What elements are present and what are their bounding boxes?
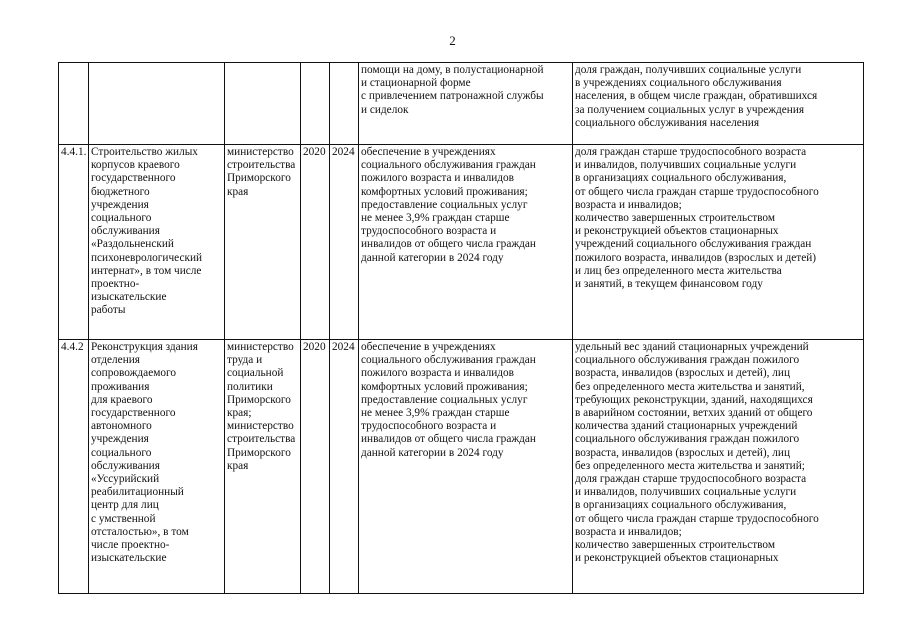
table-row	[59, 340, 864, 594]
measure-name-cell	[89, 63, 225, 145]
measure-name-cell: Строительство жилых корпусов краевого государственного бюджетного учреждения социального обслуживания «Раздольненский психоневрологический интернат», в том числе проектно- изыскательские работы	[89, 145, 225, 340]
executor-cell: министерство труда и социальной политики Приморского края; министерство строительства Приморского края	[225, 340, 301, 594]
executor-cell: министерство строительства Приморского края	[225, 145, 301, 340]
indicator-cell: доля граждан старше трудоспособного возраста и инвалидов, получивших социальные услуги в организациях социального обслуживания, от общего числа граждан старше трудоспособного возраста и инвалидов; количество завершенных строительством и реконструкцией объектов стационарных учреждений социального обслуживания граждан пожилого возраста, инвалидов (взрослых и детей) и лиц без определенного места жительства и занятий, в текущем финансовом году	[573, 145, 864, 340]
start-year-cell: 2020	[301, 145, 330, 340]
page-number: 2	[449, 33, 456, 48]
program-table	[58, 62, 864, 594]
end-year-cell: 2024	[330, 145, 359, 340]
expected-result-cell: обеспечение в учреждениях социального обслуживания граждан пожилого возраста и инвалидов комфортных условий проживания; предоставление социальных услуг не менее 3,9% граждан старше трудоспособного возраста и инвалидов от общего числа граждан данной категории в 2024 году	[359, 340, 573, 594]
end-year-cell	[330, 63, 359, 145]
start-year-cell: 2020	[301, 340, 330, 594]
executor-cell	[225, 63, 301, 145]
row-number-cell: 4.4.2	[59, 340, 89, 594]
indicator-cell: удельный вес зданий стационарных учреждений социального обслуживания граждан пожилого возраста, инвалидов (взрослых и детей), лиц без определенного места жительства и занятий, требующих реконструкции, зданий, находящихся в аварийном состоянии, ветхих зданий от общего количества зданий стационарных учреждений социального обслуживания граждан пожилого возраста, инвалидов (взрослых и детей), лиц без определенного места жительства и занятий; доля граждан старше трудоспособного возраста и инвалидов, получивших социальные услуги в организациях социального обслуживания, от общего числа граждан старше трудоспособного возраста и инвалидов; количество завершенных строительством и реконструкцией объектов стационарных	[573, 340, 864, 594]
table-row	[59, 63, 864, 145]
row-number-cell	[59, 63, 89, 145]
table-row	[59, 145, 864, 340]
expected-result-cell: обеспечение в учреждениях социального обслуживания граждан пожилого возраста и инвалидов комфортных условий проживания; предоставление социальных услуг не менее 3,9% граждан старше трудоспособного возраста и инвалидов от общего числа граждан данной категории в 2024 году	[359, 145, 573, 340]
start-year-cell	[301, 63, 330, 145]
expected-result-cell: помощи на дому, в полустационарной и стационарной форме с привлечением патронажной службы и сиделок	[359, 63, 573, 145]
end-year-cell: 2024	[330, 340, 359, 594]
indicator-cell: доля граждан, получивших социальные услуги в учреждениях социального обслуживания населения, в общем числе граждан, обратившихся за получением социальных услуг в учреждения социального обслуживания населения	[573, 63, 864, 145]
measure-name-cell: Реконструкция здания отделения сопровождаемого проживания для краевого государственного автономного учреждения социального обслуживания «Уссурийский реабилитационный центр для лиц с умственной отсталостью», в том числе проектно- изыскательские	[89, 340, 225, 594]
row-number-cell: 4.4.1.	[59, 145, 89, 340]
